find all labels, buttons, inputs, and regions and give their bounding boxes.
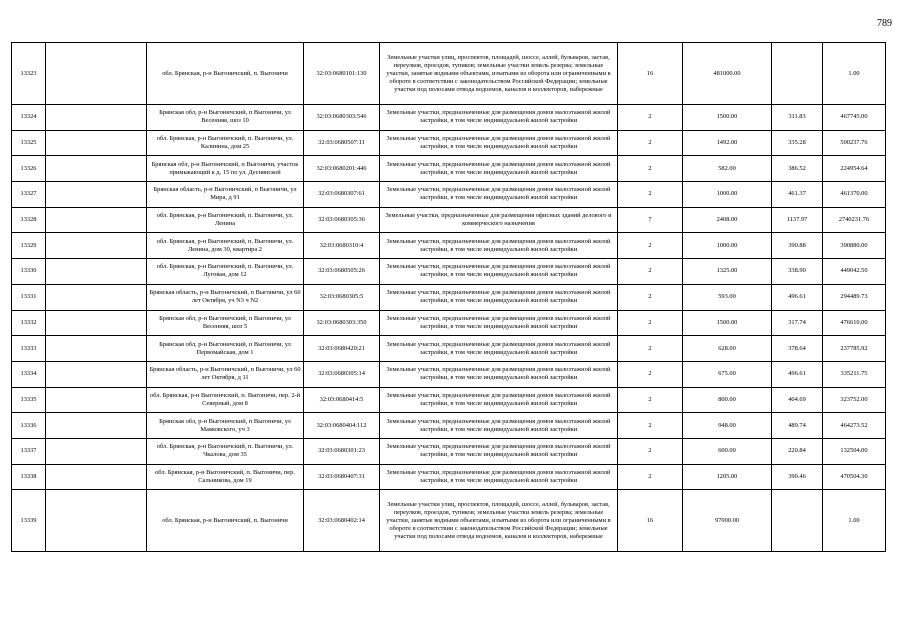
area-cell: 582.00: [683, 156, 772, 182]
gap-cell: [46, 490, 147, 552]
cadastral-value-cell: 224954.64: [823, 156, 886, 182]
gap-cell: [46, 182, 147, 208]
row-number-cell: 13337: [12, 438, 46, 464]
land-use-cell: Земельные участки, предназначенные для размещения домов малоэтажной жилой застройки, в том числе индивидуальной жилой застройки: [380, 156, 618, 182]
table-row: [12, 310, 886, 336]
table-body: [12, 43, 886, 552]
land-use-cell: Земельные участки, предназначенные для размещения домов малоэтажной жилой застройки, в том числе индивидуальной жилой застройки: [380, 130, 618, 156]
gap-cell: [46, 413, 147, 439]
specific-value-cell: 338.90: [772, 259, 823, 285]
cadastral-number-cell: 32:03:0680420:21: [304, 336, 380, 362]
row-number-cell: 13325: [12, 130, 46, 156]
zone-code-cell: 2: [618, 387, 683, 413]
land-use-cell: Земельные участки, предназначенные для размещения домов малоэтажной жилой застройки, в том числе индивидуальной жилой застройки: [380, 233, 618, 259]
row-number-cell: 13334: [12, 361, 46, 387]
zone-code-cell: 7: [618, 207, 683, 233]
area-cell: 1000.00: [683, 182, 772, 208]
row-number-cell: 13327: [12, 182, 46, 208]
table-row: [12, 259, 886, 285]
zone-code-cell: 2: [618, 438, 683, 464]
table-row: [12, 284, 886, 310]
table-row: [12, 130, 886, 156]
cadastral-value-cell: 476610.00: [823, 310, 886, 336]
specific-value-cell: 496.61: [772, 361, 823, 387]
specific-value-cell: 404.69: [772, 387, 823, 413]
table-row: [12, 413, 886, 439]
address-cell: обл. Брянская, р-н Выгоничский, п. Выгоничи, ул. Ленина, дом 30, квартира 2: [147, 233, 304, 259]
zone-code-cell: 2: [618, 105, 683, 131]
land-use-cell: Земельные участки, предназначенные для размещения домов малоэтажной жилой застройки, в том числе индивидуальной жилой застройки: [380, 182, 618, 208]
address-cell: обл. Брянская, р-н Выгоничский, п. Выгоничи: [147, 43, 304, 105]
area-cell: 675.00: [683, 361, 772, 387]
specific-value-cell: 335.28: [772, 130, 823, 156]
table-row: [12, 105, 886, 131]
land-use-cell: Земельные участки, предназначенные для размещения домов малоэтажной жилой застройки, в том числе индивидуальной жилой застройки: [380, 387, 618, 413]
cadastral-value-cell: 449042.50: [823, 259, 886, 285]
address-cell: обл. Брянская, р-н Выгоничский, п. Выгоничи, ул. Луговая, дом 12: [147, 259, 304, 285]
zone-code-cell: 2: [618, 259, 683, 285]
specific-value-cell: 489.74: [772, 413, 823, 439]
cadastral-value-cell: 467745.00: [823, 105, 886, 131]
specific-value-cell: 386.52: [772, 156, 823, 182]
row-number-cell: 13323: [12, 43, 46, 105]
address-cell: Брянская область, р-н Выгоничский, п Выгоничи, ул 60 лет Октября, д 11: [147, 361, 304, 387]
land-use-cell: Земельные участки, предназначенные для размещения домов малоэтажной жилой застройки, в том числе индивидуальной жилой застройки: [380, 413, 618, 439]
gap-cell: [46, 464, 147, 490]
gap-cell: [46, 259, 147, 285]
row-number-cell: 13339: [12, 490, 46, 552]
area-cell: 948.00: [683, 413, 772, 439]
cadastral-value-cell: 464273.52: [823, 413, 886, 439]
area-cell: 593.00: [683, 284, 772, 310]
gap-cell: [46, 438, 147, 464]
gap-cell: [46, 336, 147, 362]
address-cell: обл. Брянская, р-н Выгоничский, п. Выгоничи, пер. Сальникова, дом 19: [147, 464, 304, 490]
specific-value-cell: [772, 490, 823, 552]
specific-value-cell: [772, 43, 823, 105]
land-use-cell: Земельные участки, предназначенные для размещения домов малоэтажной жилой застройки, в том числе индивидуальной жилой застройки: [380, 259, 618, 285]
zone-code-cell: 2: [618, 182, 683, 208]
cadastral-value-cell: 2740231.76: [823, 207, 886, 233]
row-number-cell: 13328: [12, 207, 46, 233]
gap-cell: [46, 310, 147, 336]
cadastral-value-cell: 461370.00: [823, 182, 886, 208]
land-use-cell: Земельные участки, предназначенные для размещения домов малоэтажной жилой застройки, в том числе индивидуальной жилой застройки: [380, 336, 618, 362]
cadastral-number-cell: 32:03:0680101:130: [304, 43, 380, 105]
address-cell: обл. Брянская, р-н Выгоничский, п. Выгоничи, ул. Чкалова, дом 35: [147, 438, 304, 464]
specific-value-cell: 317.74: [772, 310, 823, 336]
cadastral-number-cell: 32:03:0680507:11: [304, 130, 380, 156]
row-number-cell: 13331: [12, 284, 46, 310]
specific-value-cell: 390.88: [772, 233, 823, 259]
table-row: [12, 336, 886, 362]
gap-cell: [46, 105, 147, 131]
zone-code-cell: 2: [618, 233, 683, 259]
cadastral-value-cell: 323752.00: [823, 387, 886, 413]
row-number-cell: 13332: [12, 310, 46, 336]
cadastral-value-cell: 237785.92: [823, 336, 886, 362]
zone-code-cell: 2: [618, 464, 683, 490]
area-cell: 628.00: [683, 336, 772, 362]
address-cell: Брянская обл, р-н Выгоничский, п Выгоничи, ул Весенняя, шоз 5: [147, 310, 304, 336]
cadastral-number-cell: 32:03:0680303:546: [304, 105, 380, 131]
land-use-cell: Земельные участки, предназначенные для размещения офисных зданий делового и коммерческого назначения: [380, 207, 618, 233]
gap-cell: [46, 43, 147, 105]
row-number-cell: 13324: [12, 105, 46, 131]
cadastral-number-cell: 32:03:0680307:61: [304, 182, 380, 208]
row-number-cell: 13335: [12, 387, 46, 413]
area-cell: 97000.00: [683, 490, 772, 552]
area-cell: 1492.00: [683, 130, 772, 156]
gap-cell: [46, 207, 147, 233]
address-cell: обл. Брянская, р-н Выгоничский, п. Выгоничи, ул. Ленина: [147, 207, 304, 233]
cadastral-number-cell: 32:03:0680402:14: [304, 490, 380, 552]
land-use-cell: Земельные участки улиц, проспектов, площадей, шоссе, аллей, бульваров, застав, переулков, проездов, тупиков; земельные участки земель резерва; земельные участки, занятые водными объектами, изъятыми из оборота или ограниченными в обороте в соответствии с законодательством Российской Федерации; земельные участки под полосами отвода водоемов, каналов и коллекторов, набережные: [380, 43, 618, 105]
gap-cell: [46, 387, 147, 413]
cadastral-value-cell: 470504.30: [823, 464, 886, 490]
cadastral-value-cell: 132504.00: [823, 438, 886, 464]
table-row: [12, 361, 886, 387]
area-cell: 1205.00: [683, 464, 772, 490]
specific-value-cell: 496.61: [772, 284, 823, 310]
table-row: [12, 43, 886, 105]
table-row: [12, 490, 886, 552]
address-cell: Брянская область, р-н Выгоничский, п Выгоничи, ул 60 лет Октября, уч N3 ч N2: [147, 284, 304, 310]
cadastral-number-cell: 32:03:0680301:23: [304, 438, 380, 464]
table-row: [12, 207, 886, 233]
area-cell: 800.00: [683, 387, 772, 413]
zone-code-cell: 2: [618, 310, 683, 336]
area-cell: 2408.00: [683, 207, 772, 233]
cadastral-number-cell: 32:03:0680305:14: [304, 361, 380, 387]
land-use-cell: Земельные участки, предназначенные для размещения домов малоэтажной жилой застройки, в том числе индивидуальной жилой застройки: [380, 464, 618, 490]
table-row: [12, 464, 886, 490]
land-use-cell: Земельные участки, предназначенные для размещения домов малоэтажной жилой застройки, в том числе индивидуальной жилой застройки: [380, 284, 618, 310]
area-cell: 600.00: [683, 438, 772, 464]
area-cell: 1325.00: [683, 259, 772, 285]
gap-cell: [46, 284, 147, 310]
address-cell: Брянская область, р-н Выгоничский, п Выгоничи, ул Мира, д 91: [147, 182, 304, 208]
zone-code-cell: 2: [618, 413, 683, 439]
cadastral-number-cell: 32:03:0680407:31: [304, 464, 380, 490]
table-row: [12, 387, 886, 413]
area-cell: 1500.00: [683, 105, 772, 131]
gap-cell: [46, 130, 147, 156]
land-use-cell: Земельные участки улиц, проспектов, площадей, шоссе, аллей, бульваров, застав, переулков, проездов, тупиков; земельные участки земель резерва; земельные участки, занятые водными объектами, изъятыми из оборота или ограниченными в обороте в соответствии с законодательством Российской Федерации; земельные участки под полосами отвода водоемов, каналов и коллекторов, набережные: [380, 490, 618, 552]
address-cell: обл. Брянская, р-н Выгоничский, п. Выгоничи, ул. Калинина, дом 25: [147, 130, 304, 156]
specific-value-cell: 378.64: [772, 336, 823, 362]
cadastral-value-cell: 1.00: [823, 490, 886, 552]
area-cell: 1500.00: [683, 310, 772, 336]
address-cell: Брянская обл, р-н Выгоничский, п Выгоничи, ул Первомайская, дом 1: [147, 336, 304, 362]
gap-cell: [46, 233, 147, 259]
table-row: [12, 438, 886, 464]
cadastral-number-cell: 32:03:0680305:36: [304, 207, 380, 233]
cadastral-number-cell: 32:03:0680505:26: [304, 259, 380, 285]
specific-value-cell: 390.46: [772, 464, 823, 490]
cadastral-number-cell: 32:03:0680303:350: [304, 310, 380, 336]
page-number: 789: [877, 18, 892, 29]
land-use-cell: Земельные участки, предназначенные для размещения домов малоэтажной жилой застройки, в том числе индивидуальной жилой застройки: [380, 438, 618, 464]
land-use-cell: Земельные участки, предназначенные для размещения домов малоэтажной жилой застройки, в том числе индивидуальной жилой застройки: [380, 361, 618, 387]
specific-value-cell: 1137.97: [772, 207, 823, 233]
address-cell: обл. Брянская, р-н Выгоничский, п. Выгоничи, пер. 2-й Северный, дом 8: [147, 387, 304, 413]
cadastral-number-cell: 32:03:0680414:5: [304, 387, 380, 413]
cadastral-value-cell: 335211.75: [823, 361, 886, 387]
cadastral-value-cell: 500237.76: [823, 130, 886, 156]
zone-code-cell: 2: [618, 156, 683, 182]
gap-cell: [46, 361, 147, 387]
cadastral-number-cell: 32:03:0680310:4: [304, 233, 380, 259]
address-cell: обл. Брянская, р-н Выгоничский, п. Выгоничи: [147, 490, 304, 552]
land-use-cell: Земельные участки, предназначенные для размещения домов малоэтажной жилой застройки, в том числе индивидуальной жилой застройки: [380, 105, 618, 131]
specific-value-cell: 461.37: [772, 182, 823, 208]
row-number-cell: 13333: [12, 336, 46, 362]
cadastral-value-cell: 294489.73: [823, 284, 886, 310]
cadastral-number-cell: 32:03:0680201:446: [304, 156, 380, 182]
cadastral-value-table: [11, 42, 886, 552]
address-cell: Брянская обл, р-н Выгоничский, п Выгоничи, участок примыкающий к д. 15 по ул. Деснянской: [147, 156, 304, 182]
table-row: [12, 156, 886, 182]
gap-cell: [46, 156, 147, 182]
row-number-cell: 13336: [12, 413, 46, 439]
zone-code-cell: 16: [618, 490, 683, 552]
row-number-cell: 13338: [12, 464, 46, 490]
zone-code-cell: 16: [618, 43, 683, 105]
table-row: [12, 233, 886, 259]
zone-code-cell: 2: [618, 284, 683, 310]
land-use-cell: Земельные участки, предназначенные для размещения домов малоэтажной жилой застройки, в том числе индивидуальной жилой застройки: [380, 310, 618, 336]
row-number-cell: 13326: [12, 156, 46, 182]
area-cell: 481000.00: [683, 43, 772, 105]
cadastral-value-cell: 1.00: [823, 43, 886, 105]
row-number-cell: 13330: [12, 259, 46, 285]
cadastral-value-cell: 390880.00: [823, 233, 886, 259]
specific-value-cell: 311.83: [772, 105, 823, 131]
table-row: [12, 182, 886, 208]
row-number-cell: 13329: [12, 233, 46, 259]
cadastral-number-cell: 32:03:0680305:5: [304, 284, 380, 310]
address-cell: Брянская обл, р-н Выгоничский, п Выгоничи, ул Маяковского, уч 3: [147, 413, 304, 439]
area-cell: 1000.00: [683, 233, 772, 259]
cadastral-number-cell: 32:03:0680404:112: [304, 413, 380, 439]
zone-code-cell: 2: [618, 336, 683, 362]
address-cell: Брянская обл, р-н Выгоничский, п Выгоничи, ул Весенняя, шоз 10: [147, 105, 304, 131]
specific-value-cell: 220.84: [772, 438, 823, 464]
zone-code-cell: 2: [618, 361, 683, 387]
zone-code-cell: 2: [618, 130, 683, 156]
